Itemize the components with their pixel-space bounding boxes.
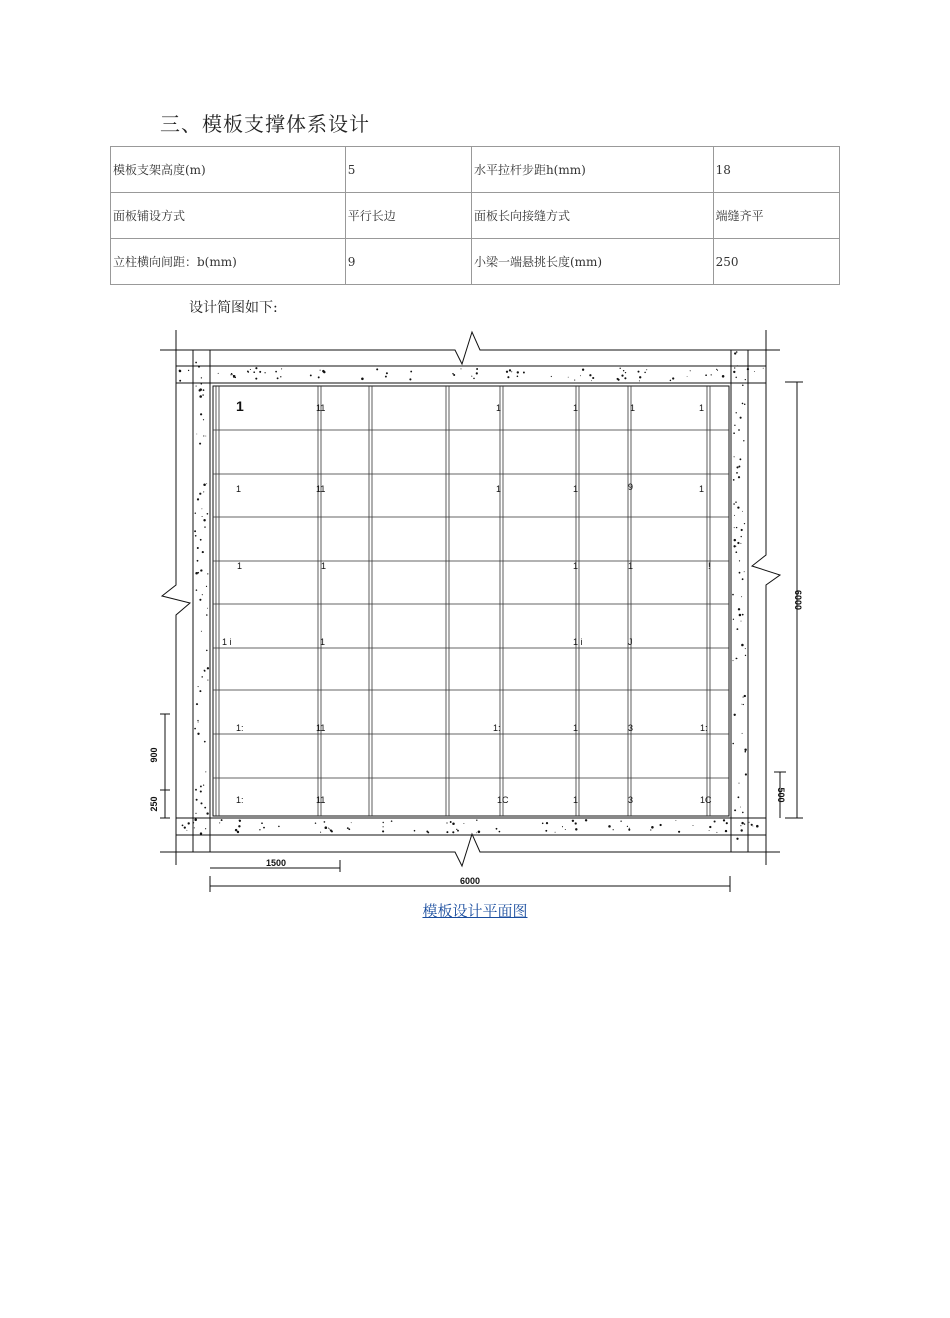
dimension-label-right-total: 6000 bbox=[793, 589, 803, 611]
grid-label: 1: bbox=[236, 723, 244, 733]
grid-label: 1 bbox=[628, 561, 634, 571]
grid-label: 1 bbox=[321, 561, 327, 571]
table-cell-value: 端缝齐平 bbox=[713, 193, 839, 239]
dimension-label-right-segment: 500 bbox=[776, 787, 786, 803]
grid-label: 1 i bbox=[222, 637, 232, 647]
grid-label: ! bbox=[708, 561, 711, 571]
table-cell-label: 立柱横向间距：b(mm) bbox=[111, 239, 346, 285]
right-break-line bbox=[752, 330, 780, 865]
drawing-caption-link[interactable]: 模板设计平面图 bbox=[422, 902, 528, 920]
dimension-label-left-edge: 250 bbox=[149, 796, 159, 812]
slab-outline bbox=[213, 386, 729, 816]
right-wall bbox=[731, 350, 748, 852]
grid-label: 1C bbox=[497, 795, 509, 805]
grid-label: 1: bbox=[700, 723, 708, 733]
grid-label: 1 bbox=[573, 403, 579, 413]
grid-label: 1 bbox=[573, 723, 579, 733]
grid-label: 11 bbox=[316, 795, 326, 805]
grid-label: 1 bbox=[573, 484, 579, 494]
bottom-beam bbox=[176, 818, 766, 835]
grid-label: 1 bbox=[496, 403, 502, 413]
table-cell-value: 9 bbox=[345, 239, 471, 285]
grid-label: 3 bbox=[628, 723, 634, 733]
grid-label: 1: bbox=[493, 723, 501, 733]
table-cell-value: 250 bbox=[713, 239, 839, 285]
section-title: 三、模板支撑体系设计 bbox=[160, 112, 370, 136]
dimension-label-bottom-segment: 1500 bbox=[265, 858, 287, 868]
top-beam bbox=[176, 366, 766, 383]
grid-label: 11 bbox=[316, 723, 326, 733]
grid-label: 1 bbox=[237, 561, 243, 571]
grid-label: 1 bbox=[573, 795, 579, 805]
grid-label: J bbox=[628, 637, 633, 647]
table-cell-value: 18 bbox=[713, 147, 839, 193]
drawing-caption bbox=[0, 900, 950, 921]
grid-label: 1: bbox=[236, 795, 244, 805]
grid-label: 1 bbox=[236, 484, 242, 494]
vertical-grid-lines bbox=[216, 386, 710, 816]
table-cell-value: 平行长边 bbox=[345, 193, 471, 239]
horizontal-grid-lines bbox=[213, 430, 729, 778]
concrete-hatching bbox=[179, 351, 764, 840]
table-cell-label: 面板铺设方式 bbox=[111, 193, 346, 239]
grid-label: 11 bbox=[316, 484, 326, 494]
dimension-label-bottom-total: 6000 bbox=[459, 876, 481, 886]
dimension-label-left-segment: 900 bbox=[149, 747, 159, 763]
grid-label: 1 bbox=[699, 403, 705, 413]
grid-label: 1 bbox=[573, 561, 579, 571]
left-break-line bbox=[162, 330, 190, 865]
left-wall bbox=[193, 350, 210, 852]
table-cell-label: 面板长向接缝方式 bbox=[471, 193, 713, 239]
grid-label: 1 bbox=[496, 484, 502, 494]
grid-label: 1 bbox=[236, 398, 244, 414]
grid-label: 9 bbox=[628, 482, 634, 492]
grid-label: 1 bbox=[320, 637, 326, 647]
grid-label: 1 bbox=[699, 484, 705, 494]
table-cell-value: 5 bbox=[345, 147, 471, 193]
top-break-line bbox=[160, 332, 780, 364]
table-cell-label: 水平拉杆步距h(mm) bbox=[471, 147, 713, 193]
table-cell-label: 小梁一端悬挑长度(mm) bbox=[471, 239, 713, 285]
bottom-break-line bbox=[160, 834, 780, 866]
grid-label: 1 bbox=[630, 403, 636, 413]
grid-label: 1 i bbox=[573, 637, 583, 647]
grid-label: 11 bbox=[316, 403, 326, 413]
grid-label: 3 bbox=[628, 795, 634, 805]
grid-label: 1C bbox=[700, 795, 712, 805]
table-cell-label: 模板支架高度(m) bbox=[111, 147, 346, 193]
intro-text: 设计简图如下: bbox=[189, 300, 278, 316]
